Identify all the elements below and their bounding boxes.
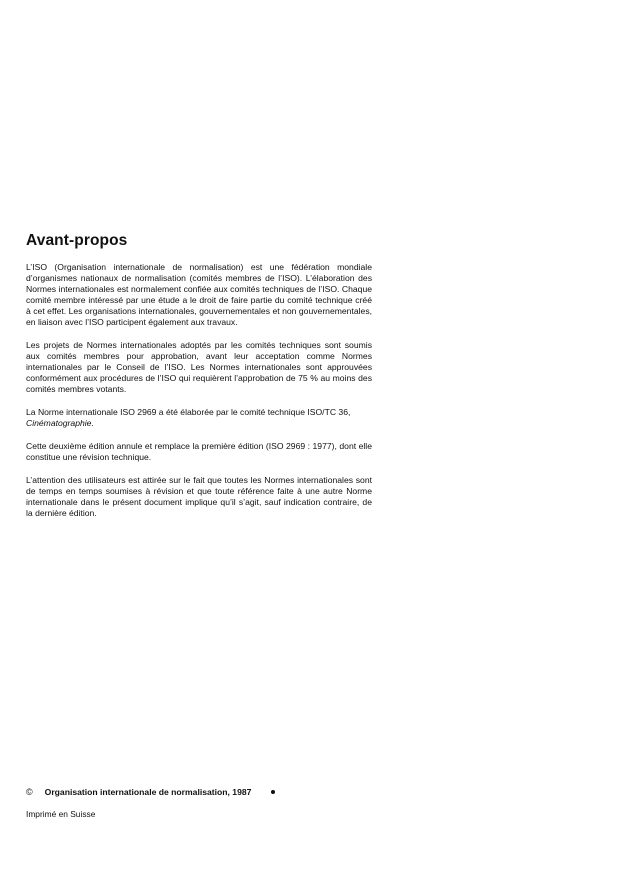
copyright-line	[26, 787, 275, 797]
printed-in: Imprimé en Suisse	[26, 809, 96, 819]
copyright-symbol: ©	[26, 787, 33, 797]
foreword-section	[26, 232, 372, 531]
paragraph-3	[26, 407, 372, 429]
bullet-icon	[271, 790, 275, 794]
page-title: Avant-propos	[26, 232, 128, 249]
paragraph-4: Cette deuxième édition annule et remplace la première édition (ISO 2969 : 1977), dont elle constitue une révision technique.	[26, 441, 372, 462]
paragraph-5: L’attention des utilisateurs est attirée sur le fait que toutes les Normes internationales sont de temps en temps soumises à révision et que toute référence faite à une autre Norme internationale dans le présent document implique qu’il s’agit, sauf indication contraire, de la dernière édition.	[26, 475, 372, 518]
paragraph-3-italic: Cinématographie.	[26, 418, 94, 428]
paragraph-3-text: La Norme internationale ISO 2969 a été élaborée par le comité technique ISO/TC 36,	[26, 407, 351, 417]
paragraph-2: Les projets de Normes internationales adoptés par les comités techniques sont soumis aux comités membres pour approbation, avant leur acceptation comme Normes internationales par le Conseil de l’ISO. Les Normes internationales sont approuvées conformément aux procédures de l’ISO qui requièrent l’approbation de 75 % au moins des comités membres votants.	[26, 340, 372, 394]
paragraph-1: L’ISO (Organisation internationale de normalisation) est une fédération mondiale d’organismes nationaux de normalisation (comités membres de l’ISO). L’élaboration des Normes internationales est normalement confiée aux comités techniques de l’ISO. Chaque comité membre intéressé par une étude a le droit de faire partie du comité technique créé à cet effet. Les organisations internationales, gouvernementales et non gouvernementales, en liaison avec l’ISO participent également aux travaux.	[26, 262, 372, 327]
copyright-text: Organisation internationale de normalisation, 1987	[44, 787, 252, 797]
